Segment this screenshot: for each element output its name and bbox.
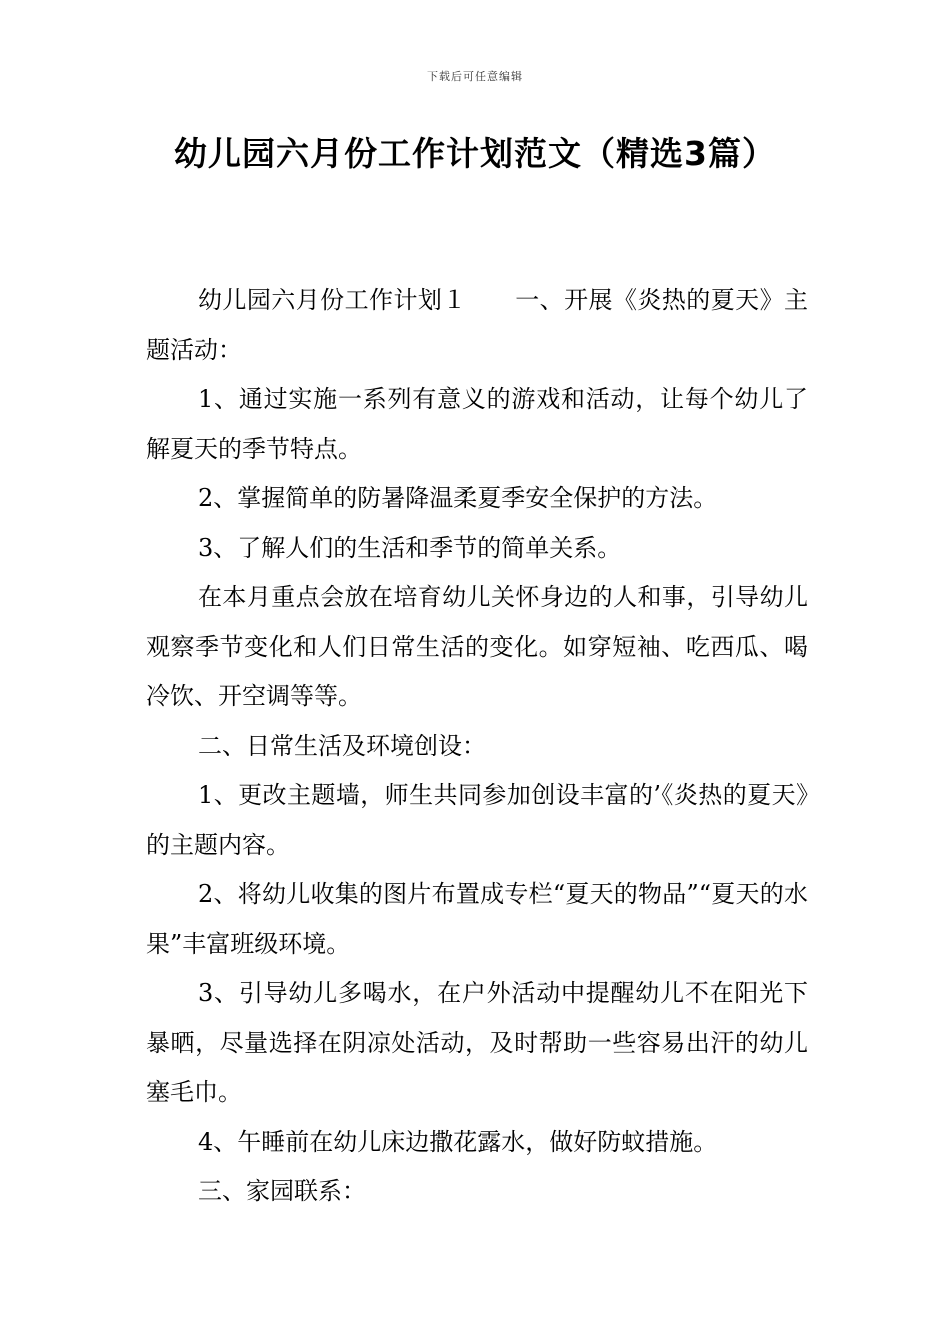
paragraph: 3、引导幼儿多喝水，在户外活动中提醒幼儿不在阳光下暴晒，尽量选择在阴凉处活动，及时帮助一些容易出汗的幼儿塞毛巾。 xyxy=(146,979,808,1106)
document-body xyxy=(146,276,808,1217)
paragraph: 1、通过实施一系列有意义的游戏和活动，让每个幼儿了解夏天的季节特点。 xyxy=(146,385,808,463)
intro-paragraph xyxy=(146,276,808,375)
intro-text: 一、开展《炎热的夏天》主题活动： xyxy=(146,286,809,364)
paragraph: 3、了解人们的生活和季节的简单关系。 xyxy=(198,533,622,562)
paragraph: 4、午睡前在幼儿床边撒花露水，做好防蚊措施。 xyxy=(198,1127,718,1156)
document-title: 幼儿园六月份工作计划范文（精选3篇） xyxy=(174,134,776,173)
header-note: 下载后可任意编辑 xyxy=(427,70,523,83)
section-heading: 二、日常生活及环境创设： xyxy=(198,731,486,760)
paragraph: 2、将幼儿收集的图片布置成专栏“夏天的物品”“夏天的水果”丰富班级环境。 xyxy=(146,880,808,958)
plan-label: 幼儿园六月份工作计划１ xyxy=(198,286,467,314)
paragraph: 在本月重点会放在培育幼儿关怀身边的人和事，引导幼儿观察季节变化和人们日常生活的变化。如穿短袖、吃西瓜、喝冷饮、开空调等等。 xyxy=(146,583,808,710)
section-heading: 三、家园联系： xyxy=(198,1177,366,1205)
paragraph: 2、掌握简单的防暑降温柔夏季安全保护的方法。 xyxy=(198,484,718,512)
paragraph: 1、更改主题墙，师生共同参加创设丰富的’《炎热的夏天》的主题内容。 xyxy=(146,781,808,859)
